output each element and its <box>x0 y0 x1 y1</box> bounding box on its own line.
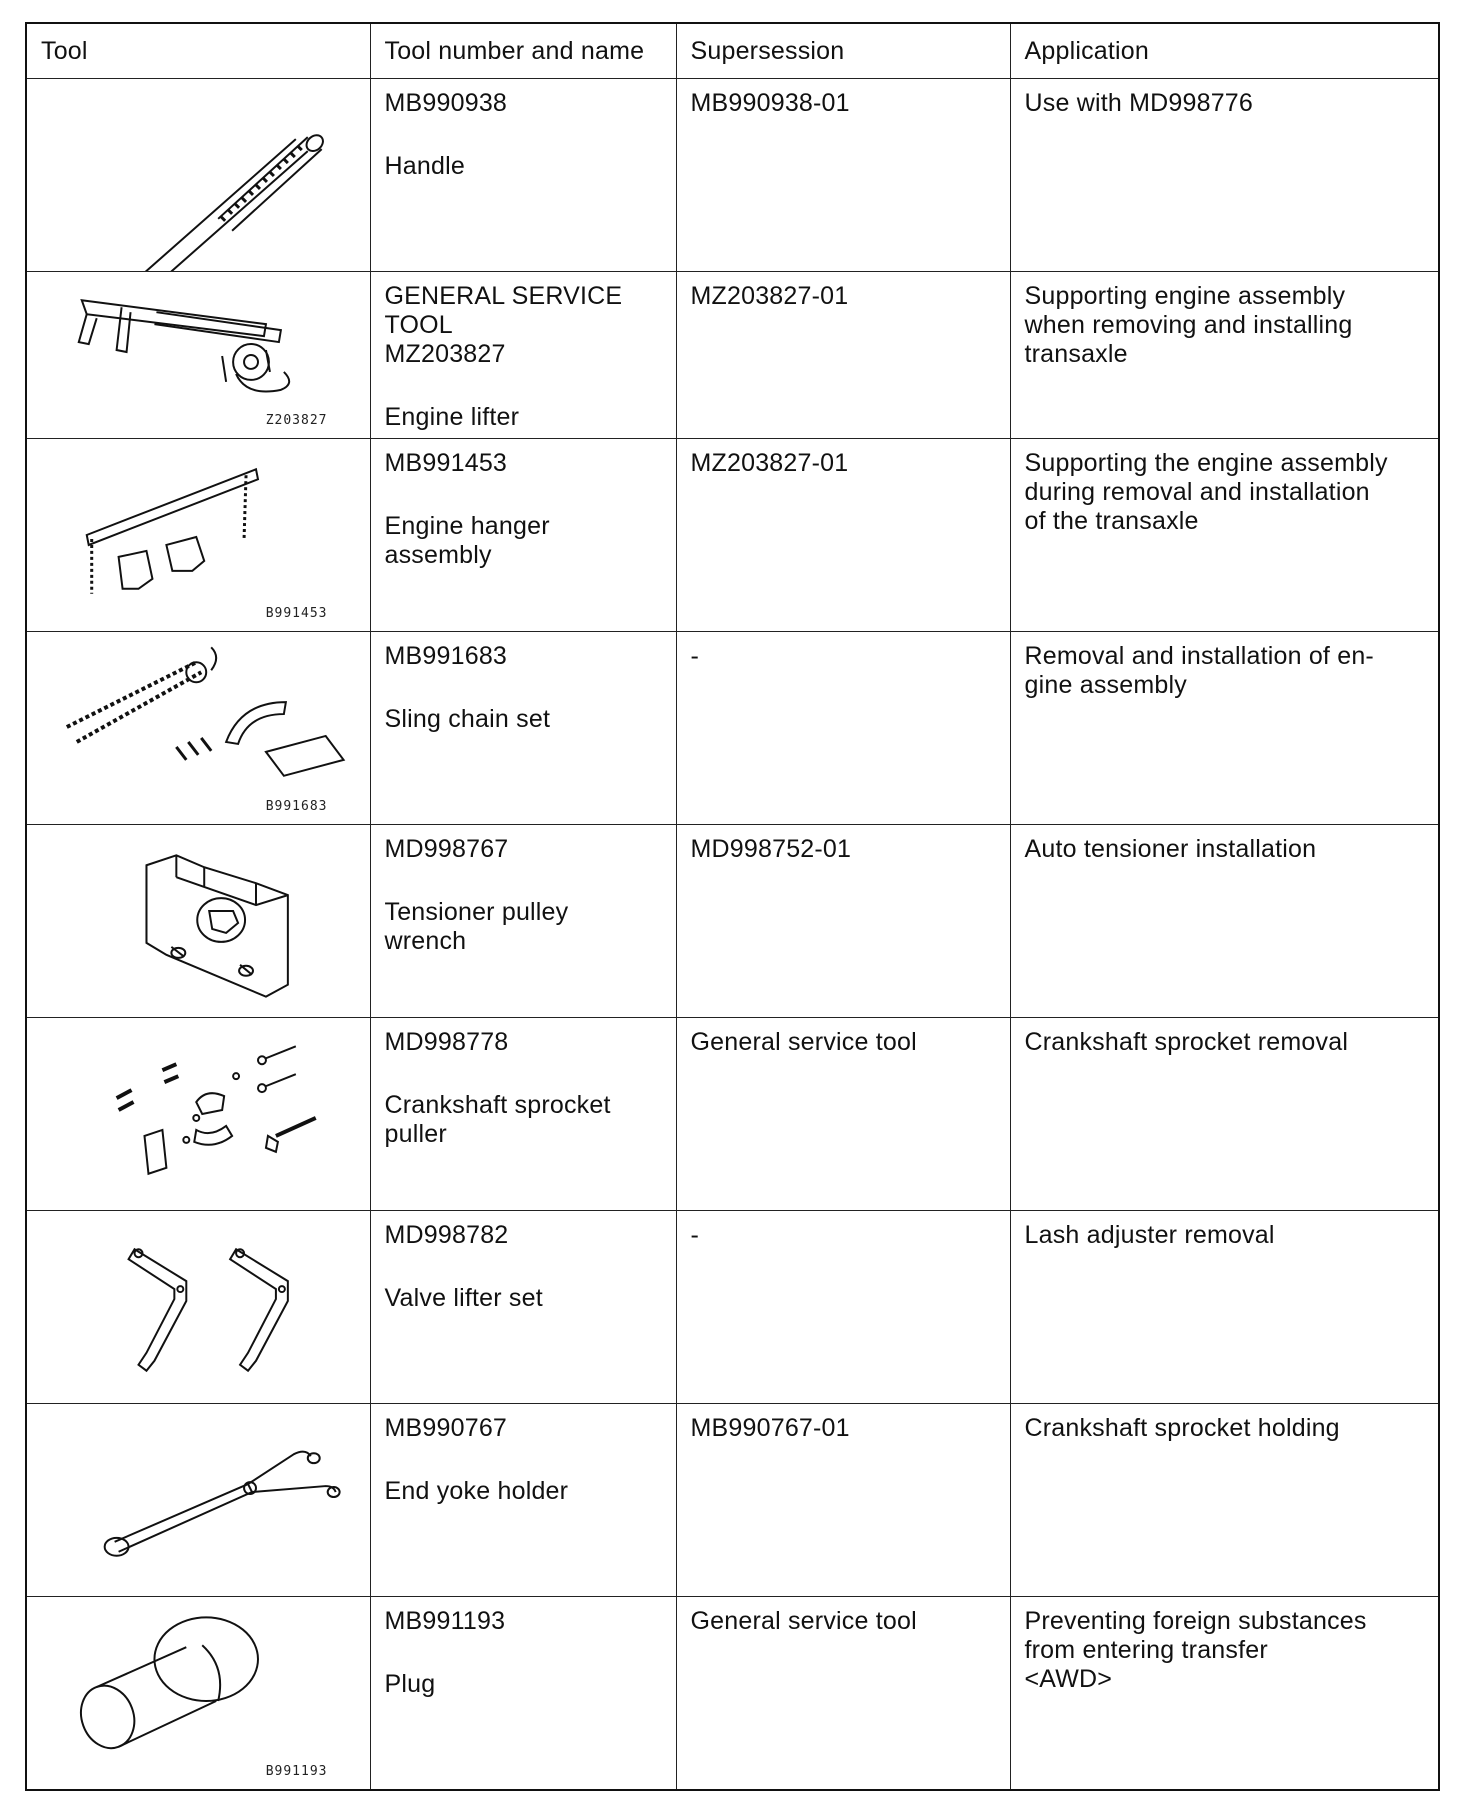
tool-name: End yoke holder <box>384 1476 569 1505</box>
application-value: Crankshaft sprocket holding <box>1024 1413 1340 1442</box>
tool-illustration <box>26 1017 370 1210</box>
tool-name: Tensioner pulley wrench <box>384 897 569 955</box>
supersession-cell <box>676 1017 1010 1210</box>
application-cell <box>1010 438 1439 631</box>
application-value: Use with MD998776 <box>1024 88 1254 117</box>
sprocket-puller-icon <box>27 1018 370 1210</box>
application-cell <box>1010 1017 1439 1210</box>
illustration-code: B991193 <box>265 1763 328 1779</box>
tool-number-name-cell <box>370 1210 676 1403</box>
table-row <box>26 1017 1439 1210</box>
supersession-value: MZ203827-01 <box>690 281 849 310</box>
tool-illustration <box>26 631 370 824</box>
supersession-value: MD998752-01 <box>690 834 852 863</box>
tool-number: MB990938 <box>384 88 508 117</box>
table-row <box>26 78 1439 271</box>
sling-chain-icon <box>27 632 370 824</box>
table-row <box>26 631 1439 824</box>
supersession-value: MB990938-01 <box>690 88 850 117</box>
table-row <box>26 824 1439 1017</box>
supersession-value: - <box>690 641 700 670</box>
tool-number-name-cell <box>370 824 676 1017</box>
application-cell <box>1010 271 1439 438</box>
special-tools-table <box>25 22 1440 1791</box>
illustration-code: Z203827 <box>265 412 328 428</box>
application-cell <box>1010 631 1439 824</box>
table-row <box>26 1403 1439 1596</box>
application-value: Removal and installation of en- gine assembly <box>1024 641 1374 699</box>
tool-illustration <box>26 78 370 271</box>
tool-number-name-cell <box>370 631 676 824</box>
application-value: Auto tensioner installation <box>1024 834 1317 863</box>
supersession-cell <box>676 1596 1010 1790</box>
tool-number: MB991193 <box>384 1606 506 1635</box>
tool-number: MD998778 <box>384 1027 509 1056</box>
tool-illustration <box>26 1210 370 1403</box>
tool-number-name-cell <box>370 1596 676 1790</box>
tool-number: GENERAL SERVICE TOOL MZ203827 <box>384 281 623 368</box>
application-value: Preventing foreign substances from entering transfer <AWD> <box>1024 1606 1367 1693</box>
table-header-row <box>26 23 1439 78</box>
tool-number: MD998767 <box>384 834 509 863</box>
plug-icon <box>27 1597 370 1789</box>
tool-number: MB991453 <box>384 448 508 477</box>
supersession-cell <box>676 824 1010 1017</box>
application-cell <box>1010 1596 1439 1790</box>
supersession-cell <box>676 271 1010 438</box>
application-value: Supporting engine assembly when removing and installing transaxle <box>1024 281 1353 368</box>
application-cell <box>1010 824 1439 1017</box>
engine-hanger-icon <box>27 439 370 631</box>
supersession-value: General service tool <box>690 1606 917 1635</box>
tool-number-name-cell <box>370 271 676 438</box>
tool-number-name-cell <box>370 438 676 631</box>
col-header-tool: Tool <box>26 23 370 78</box>
tool-name: Engine lifter <box>384 402 520 431</box>
application-cell <box>1010 1210 1439 1403</box>
valve-lifter-icon <box>27 1211 370 1403</box>
supersession-cell <box>676 1403 1010 1596</box>
supersession-cell <box>676 438 1010 631</box>
tool-name: Engine hanger assembly <box>384 511 550 569</box>
tool-name: Plug <box>384 1669 436 1698</box>
supersession-cell <box>676 631 1010 824</box>
tool-number-name-cell <box>370 1403 676 1596</box>
tool-illustration <box>26 271 370 438</box>
col-header-supersession: Supersession <box>676 23 1010 78</box>
supersession-value: MB990767-01 <box>690 1413 850 1442</box>
yoke-holder-icon <box>27 1404 370 1596</box>
supersession-cell <box>676 1210 1010 1403</box>
table-row <box>26 271 1439 438</box>
supersession-value: General service tool <box>690 1027 917 1056</box>
table-row <box>26 1596 1439 1790</box>
supersession-cell <box>676 78 1010 271</box>
tool-illustration <box>26 438 370 631</box>
tool-illustration <box>26 1403 370 1596</box>
tool-number: MB991683 <box>384 641 508 670</box>
table-row <box>26 438 1439 631</box>
tool-name: Crankshaft sprocket puller <box>384 1090 611 1148</box>
supersession-value: - <box>690 1220 700 1249</box>
application-cell <box>1010 78 1439 271</box>
tool-number-name-cell <box>370 78 676 271</box>
tool-name: Sling chain set <box>384 704 551 733</box>
handle-icon <box>27 79 370 271</box>
tool-number-name-cell <box>370 1017 676 1210</box>
application-cell <box>1010 1403 1439 1596</box>
tool-illustration <box>26 824 370 1017</box>
illustration-code: B991453 <box>265 605 328 621</box>
tool-number: MB990767 <box>384 1413 508 1442</box>
col-header-application: Application <box>1010 23 1439 78</box>
tool-illustration <box>26 1596 370 1790</box>
tensioner-wrench-icon <box>27 825 370 1017</box>
application-value: Supporting the engine assembly during removal and installation of the transaxle <box>1024 448 1388 535</box>
col-header-number-name: Tool number and name <box>370 23 676 78</box>
tool-name: Handle <box>384 151 465 180</box>
supersession-value: MZ203827-01 <box>690 448 849 477</box>
application-value: Lash adjuster removal <box>1024 1220 1275 1249</box>
tool-number: MD998782 <box>384 1220 509 1249</box>
illustration-code: B991683 <box>265 798 328 814</box>
table-row <box>26 1210 1439 1403</box>
application-value: Crankshaft sprocket removal <box>1024 1027 1349 1056</box>
tool-name: Valve lifter set <box>384 1283 543 1312</box>
